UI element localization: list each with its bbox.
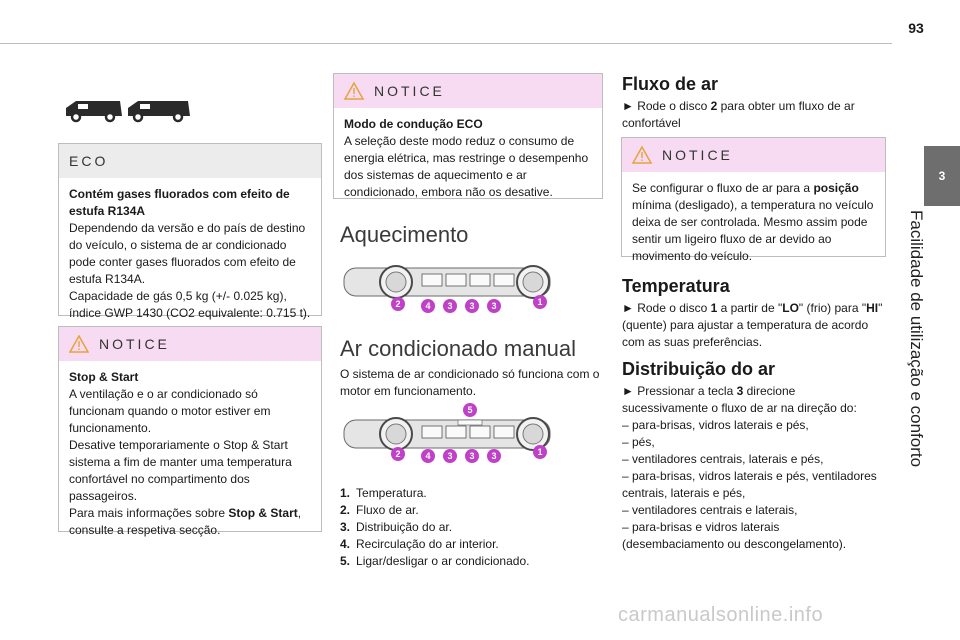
chapter-title-wrap — [900, 210, 932, 468]
van-long-icon — [128, 101, 190, 121]
section-title-distribution: Distribuição do ar — [622, 359, 776, 379]
notice-header — [334, 74, 602, 108]
callout-3: 3 — [447, 301, 453, 311]
distribution-intro: ► Pressionar a tecla 3 direcione sucessivamente o fluxo de ar na direção do: — [622, 384, 857, 415]
manual-ac-intro: O sistema de ar condicionado só funciona com o motor em funcionamento. — [340, 367, 600, 398]
callout-2: 2 — [395, 299, 401, 309]
callout-5: 5 — [467, 405, 473, 415]
section-title-airflow: Fluxo de ar — [622, 74, 719, 94]
van-short-icon — [66, 101, 122, 121]
chapter-tab[interactable]: 3 — [924, 146, 960, 206]
header-divider — [0, 43, 892, 44]
notice-body: A ventilação e o ar condicionado só funcionam quando o motor estiver em funcionamento. — [69, 387, 271, 435]
notice-title: Stop & Start — [69, 370, 139, 384]
list-item: – para-brisas, vidros laterais e pés, — [622, 418, 809, 432]
notice-label: NOTICE — [374, 83, 445, 99]
callout-3: 3 — [447, 451, 453, 461]
notice-body-3 — [69, 505, 311, 539]
distribution-text — [622, 383, 884, 553]
notice-header — [622, 138, 885, 172]
list-item: – pés, — [622, 435, 655, 449]
watermark: carmanualsonline.info — [618, 604, 824, 626]
warning-icon — [69, 335, 89, 353]
callout-3: 3 — [491, 451, 497, 461]
notice-box-eco-mode — [333, 73, 603, 199]
section-title-manual-ac: Ar condicionado manual — [340, 336, 577, 361]
list-item: – ventiladores centrais e laterais, — [622, 503, 798, 517]
notice-text: Para mais informações sobre — [69, 506, 229, 520]
notice-body: Se configurar o fluxo de ar para a posição mínima (desligado), a temperatura no veículo deixa de ser controlada. Mesmo assim pode sentir um ligeiro fluxo de ar devido ao movimento do veículo. — [632, 181, 874, 263]
van-icons — [62, 96, 192, 124]
eco-title: Contém gases fluorados com efeito de estufa R134A — [69, 187, 290, 218]
eco-box — [58, 143, 322, 320]
list-item: – ventiladores centrais, laterais e pés, — [622, 452, 824, 466]
legend-list — [340, 485, 605, 570]
warning-icon — [632, 146, 652, 164]
notice-header — [59, 327, 321, 361]
ac-control-panel — [340, 402, 554, 468]
list-item: – para-brisas, vidros laterais e pés, ventiladores centrais, laterais e pés, — [622, 469, 877, 500]
notice-label: NOTICE — [662, 147, 733, 163]
notice-body: A seleção deste modo reduz o consumo de energia elétrica, mas restringe o desempenho dos sistemas de aquecimento e ar condicionado, embora não os desative. — [344, 134, 589, 199]
chapter-title: Facilidade de utilização e conforto — [907, 210, 926, 468]
section-title-temperature: Temperatura — [622, 276, 730, 296]
page-number: 93 — [908, 20, 924, 36]
callout-2: 2 — [395, 449, 401, 459]
notice-box-stop-start — [58, 326, 322, 537]
callout-4: 4 — [425, 451, 431, 461]
eco-body-2: Capacidade de gás 0,5 kg (+/- 0.025 kg), índice GWP 1430 (CO2 equivalente: 0.715 t). — [69, 289, 311, 320]
notice-label: NOTICE — [99, 336, 170, 352]
callout-3: 3 — [491, 301, 497, 311]
list-item: 1. Temperatura. — [340, 486, 427, 500]
heating-control-panel — [340, 260, 554, 316]
temperature-text: ► Rode o disco 1 a partir de "LO" (frio) para "HI" (quente) para ajustar a temperatura de acordo com as suas preferências. — [622, 301, 883, 349]
callout-4: 4 — [425, 301, 431, 311]
notice-box-airflow — [621, 137, 886, 263]
airflow-text: ► Rode o disco 2 para obter um fluxo de ar confortável — [622, 99, 855, 130]
callout-1: 1 — [537, 447, 543, 457]
notice-text: , consulte a respetiva secção. — [69, 506, 302, 537]
notice-link-text: Stop & Start — [228, 506, 298, 520]
section-title-heating: Aquecimento — [340, 222, 469, 247]
list-item: 5. Ligar/desligar o ar condicionado. — [340, 554, 530, 568]
eco-body: Dependendo da versão e do país de destino do veículo, o sistema de ar condicionado pode conter gases fluorados com efeito de estufa R134A. — [69, 221, 306, 286]
list-item: 4. Recirculação do ar interior. — [340, 537, 499, 551]
callout-1: 1 — [537, 297, 543, 307]
list-item: 2. Fluxo de ar. — [340, 503, 419, 517]
warning-icon — [344, 82, 364, 100]
eco-header: ECO — [59, 144, 321, 178]
notice-body-2: Desative temporariamente o Stop & Start sistema a fim de manter uma temperatura confortável no compartimento dos passageiros. — [69, 438, 292, 503]
list-item: 3. Distribuição do ar. — [340, 520, 453, 534]
callout-3: 3 — [469, 301, 475, 311]
list-item: – para-brisas e vidros laterais (desembaciamento ou descongelamento). — [622, 520, 847, 551]
callout-3: 3 — [469, 451, 475, 461]
notice-title: Modo de condução ECO — [344, 117, 483, 131]
